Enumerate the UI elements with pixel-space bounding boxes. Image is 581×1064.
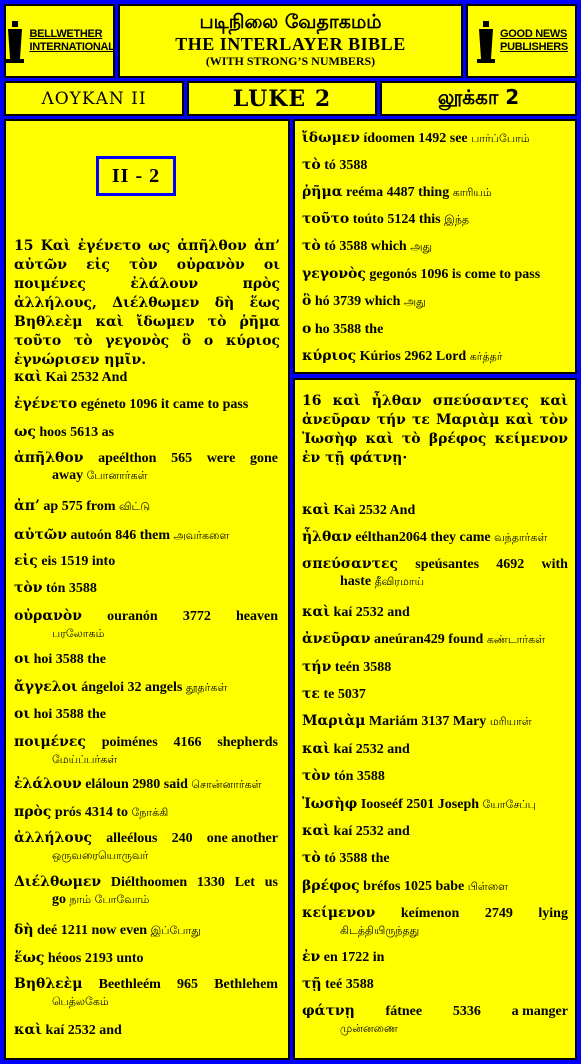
gloss-text: kaí 2532 and [330,605,410,620]
english-gloss: heaven [236,609,278,624]
book-english: LUKE 2 [232,85,332,112]
transliteration: alleélous [106,831,158,846]
gloss-line [302,556,568,573]
strong-number: 2749 [484,906,513,921]
greek-word: Βηθλεὲμ [14,976,83,992]
gloss-entry [14,922,278,939]
gloss-subline [14,467,278,484]
gloss-line [14,830,278,847]
greek-word: τὸν [14,580,43,596]
greek-word: ἄγγελοι [14,679,78,695]
gloss-subline [14,847,278,864]
gloss-text: tón 3588 [42,581,97,596]
tamil-gloss: அது [403,295,426,308]
gloss-entry [14,706,278,723]
gloss-line [14,450,278,467]
strong-number: 1330 [196,875,225,890]
tamil-gloss: தீவிரமாய் [374,575,425,588]
gloss-text: en 1722 in [320,950,385,965]
gloss-line [14,608,278,625]
book-tamil-cell [380,81,577,116]
gloss-text: hoos 5613 as [35,425,115,440]
gloss-line [14,734,278,751]
gloss-entry [302,238,568,255]
strong-number: 3772 [182,609,211,624]
greek-word: ἐλάλουν [14,776,82,792]
gloss-entry [302,713,568,730]
gloss-subline [302,1020,568,1037]
gloss-text: aneúran429 found [370,632,487,647]
transliteration: ouranón [107,609,158,624]
gloss-entry [14,976,278,1010]
english-gloss: one another [206,831,278,846]
tamil-gloss: பெத்லகேம் [52,995,109,1008]
greek-word: ως [14,424,36,440]
gloss-entry [302,796,568,813]
transliteration: speúsantes [415,557,480,572]
transliteration: fátnee [385,1004,423,1019]
greek-word: καὶ [302,604,331,620]
english-gloss: shepherds [217,735,278,750]
gloss-entry [302,976,568,993]
tower-figure-icon [4,19,26,63]
gloss-text: ap 575 from [39,499,119,514]
gloss-line [14,874,278,891]
gloss-text: tó 3588 [320,158,368,173]
gloss-text: reéma 4487 thing [342,185,453,200]
gloss-entry [302,659,568,676]
greek-word: καὶ [302,823,331,839]
greek-word: καὶ [14,1022,43,1038]
english-gloss: Bethlehem [214,977,278,992]
greek-word: οι [14,651,31,667]
gloss-entry [302,130,568,147]
greek-word: τοῦτο [302,211,350,227]
gloss-entry [14,804,278,821]
greek-word: ἐν [302,949,321,965]
book-english-cell [187,81,377,116]
book-greek: ΛΟΥΚΑΝ ΙΙ [41,88,147,109]
gloss-entry [14,580,278,597]
gloss-entry [14,498,278,515]
gloss-text: hoi 3588 the [30,652,106,667]
gloss-entry [14,424,278,441]
strong-number: 565 [171,451,193,466]
greek-word: τὸ [302,238,321,254]
gloss-entry [14,1022,278,1039]
gloss-entry [302,293,568,310]
greek-word: τε [302,686,320,702]
tamil-gloss: தூதர்கள் [185,681,228,694]
bellwether-logo [4,4,115,78]
transliteration: keímenon [400,906,460,921]
greek-word: καὶ [14,369,43,385]
gloss-text: autoón 846 them [66,528,174,543]
book-tamil: லூக்கா 2 [437,85,520,109]
gloss-text: tó 3588 which [320,239,411,254]
gloss-text: kaí 2532 and [42,1023,122,1038]
tamil-gloss: வந்தார்கள் [494,531,548,544]
greek-word: κείμενον [302,905,376,921]
verse-15-text: 15 Καὶ ἐγένετο ως ἀπῆλθον ἀπ’ αὐτῶν εἰς τὸν οὐρανὸν οι ποιμένες ἐλάλουν πρὸς ἀλλήλους, Διέλθωμεν δὴ ἕως Βηθλεὲμ καὶ ἴδωμεν τὸ ῥῆμα τοῦτο τὸ γεγονὸς ὃ ο κύριος ἐγνώρισεν ημῖν. [14,238,280,368]
gloss-entry [14,734,278,768]
greek-word: ἦλθαν [302,529,352,545]
gloss-text: tón 3588 [330,769,385,784]
gloss-entry [302,768,568,785]
gloss-entry [302,348,568,365]
tamil-gloss: இந்த [444,213,470,226]
gloss-text: ídoomen 1492 see [359,131,472,146]
gloss-text: eis 1519 into [37,554,116,569]
gloss-text: Kaì 2532 And [42,370,128,385]
gloss-entry [14,396,278,413]
transliteration: poiménes [101,735,158,750]
gloss-entry [14,450,278,484]
gloss-entry [302,850,568,867]
gloss-text: teén 3588 [331,660,392,675]
gloss-entry [302,741,568,758]
tamil-gloss: ஒருவரையொருவர் [52,849,149,862]
gloss-entry [302,556,568,590]
title-english: THE INTERLAYER BIBLE [175,34,406,54]
tamil-gloss: கிடத்தியிருந்தது [340,924,420,937]
chapter-label: II - 2 [96,156,176,196]
tamil-gloss: யோசேப்பு [482,798,536,811]
tamil-gloss: சொன்னார்கள் [191,778,262,791]
gloss-text: bréfos 1025 babe [359,879,468,894]
gloss-entry [14,527,278,544]
greek-word: τῇ [302,976,322,992]
tamil-gloss: நாம் போவோம் [69,893,150,906]
gloss-entry [302,502,568,519]
good-news-logo [466,4,577,78]
book-greek-cell [4,81,184,116]
gloss-text: kaí 2532 and [330,824,410,839]
greek-word: ὃ [302,293,312,309]
gloss-text: ho 3588 the [311,322,384,337]
greek-word: ἀπῆλθον [14,450,84,466]
gloss-line [302,1003,568,1020]
gloss-entry [302,686,568,703]
greek-word: δὴ [14,922,34,938]
gloss-subline [302,922,568,939]
gloss-line [302,905,568,922]
tamil-gloss: இப்போது [150,924,201,937]
greek-word: τὸ [302,850,321,866]
tower-figure-icon [475,19,497,63]
tamil-gloss: விட்டு [118,500,151,513]
gloss-entry [14,950,278,967]
tamil-gloss: மரியாள் [489,715,532,728]
tamil-gloss: அவர்களை [173,529,230,542]
gloss-subline [14,751,278,768]
english-gloss: away [52,468,87,483]
tamil-gloss: கர்த்தர் [469,350,503,363]
gloss-entry [14,369,278,386]
transliteration: apeélthon [98,451,157,466]
gloss-entry [14,651,278,668]
greek-word: καὶ [302,502,331,518]
tamil-gloss: காரியம் [452,186,492,199]
tamil-gloss: நோக்கி [131,806,169,819]
greek-word: ἀπ’ [14,498,40,514]
strong-number: 5336 [452,1004,481,1019]
gloss-text: egéneto 1096 it came to pass [77,397,249,412]
logo-line: PUBLISHERS [500,41,568,53]
tamil-gloss: கண்டார்கள் [486,633,546,646]
gloss-text: toúto 5124 this [349,212,445,227]
gloss-entry [302,878,568,895]
greek-word: Μαριὰμ [302,713,366,729]
english-gloss: a manger [511,1004,568,1019]
gloss-entry [14,679,278,696]
greek-word: καὶ [302,741,331,757]
tamil-gloss: பார்ப்போம் [471,132,530,145]
greek-word: τήν [302,659,332,675]
subtitle: (WITH STRONG’S NUMBERS) [205,54,376,68]
english-gloss: Let [234,875,255,890]
gloss-entry [302,604,568,621]
gloss-entry [302,631,568,648]
logo-line: BELLWETHER [29,28,103,40]
greek-word: φάτνῃ [302,1003,355,1019]
strong-number: 240 [171,831,193,846]
greek-word: αὐτῶν [14,527,67,543]
greek-word: ποιμένες [14,734,86,750]
gloss-text: hó 3739 which [311,294,404,309]
english-gloss: lying [538,906,568,921]
greek-word: ἴδωμεν [302,130,360,146]
tamil-gloss: பரலோகம் [52,627,105,640]
logo-line: INTERNATIONAL [29,41,115,53]
greek-word: ἀλλήλους [14,830,92,846]
gloss-text: deé 1211 now even [33,923,151,938]
english-gloss: haste [340,574,375,589]
greek-word: πρὸς [14,804,52,820]
strong-number: 4692 [496,557,525,572]
gloss-text: te 5037 [319,687,366,702]
logo-line: GOOD NEWS [500,28,568,40]
gloss-text: Kaì 2532 And [330,503,416,518]
english-gloss: us [264,875,278,890]
greek-word: Ἰωσὴφ [302,796,358,812]
gloss-text: eélthan2064 they came [351,530,495,545]
greek-word: ῥῆμα [302,184,343,200]
gloss-entry [302,321,568,338]
greek-word: ο [302,321,312,337]
gloss-text: gegonós 1096 is come to pass [365,267,541,282]
english-gloss: go [52,892,70,907]
greek-word: κύριος [302,348,357,364]
gloss-text: Kúrios 2962 Lord [356,349,470,364]
greek-word: τὸ [302,157,321,173]
title-tamil: படிநிலை வேதாகமம் [199,11,382,33]
gloss-text: Iooseéf 2501 Joseph [357,797,483,812]
tamil-gloss: அது [410,240,432,253]
gloss-text: kaí 2532 and [330,742,410,757]
english-gloss: gone [250,451,278,466]
gloss-text: ángeloi 32 angels [77,680,186,695]
gloss-entry [302,157,568,174]
gloss-entry [302,823,568,840]
gloss-entry [302,949,568,966]
transliteration: Beethleém [98,977,161,992]
gloss-entry [302,1003,568,1037]
gloss-entry [14,776,278,793]
tamil-gloss: பிள்ளை [467,880,509,893]
greek-word: ἀνεῦραν [302,631,371,647]
tamil-gloss: போனார்கள் [86,469,148,482]
gloss-entry [302,184,568,201]
gloss-text: tó 3588 the [320,851,390,866]
gloss-text: teé 3588 [321,977,374,992]
greek-word: τὸν [302,768,331,784]
english-gloss: were [206,451,236,466]
verse-16-text: 16 καὶ ἦλθαν σπεύσαντες καὶ ἀνεῦραν τήν τε Μαριὰμ καὶ τὸν Ἰωσὴφ καὶ τὸ βρέφος κείμενον ἐν τῇ φάτνῃ· [302,393,568,466]
greek-word: οι [14,706,31,722]
gloss-text: héoos 2193 unto [44,951,144,966]
gloss-entry [14,608,278,642]
gloss-text: hoi 3588 the [30,707,106,722]
strong-number: 4166 [173,735,202,750]
gloss-text: prós 4314 to [51,805,132,820]
greek-word: Διέλθωμεν [14,874,102,890]
gloss-entry [302,529,568,546]
gloss-entry [302,905,568,939]
gloss-entry [14,830,278,864]
strong-number: 965 [177,977,199,992]
tamil-gloss: முன்னணை [340,1022,398,1035]
greek-word: βρέφος [302,878,360,894]
gloss-subline [14,891,278,908]
tamil-gloss: மேய்ப்பர்கள் [52,753,118,766]
transliteration: Diélthoomen [110,875,188,890]
gloss-subline [302,573,568,590]
gloss-entry [302,266,568,283]
gloss-text: eláloun 2980 said [81,777,192,792]
greek-word: γεγονὸς [302,266,366,282]
greek-word: ἕως [14,950,45,966]
greek-word: οὐρανὸν [14,608,82,624]
greek-word: σπεύσαντες [302,556,399,572]
greek-word: ἐγένετο [14,396,78,412]
gloss-line [14,976,278,993]
title-block [118,4,463,78]
gloss-entry [14,874,278,908]
gloss-entry [14,553,278,570]
english-gloss: with [541,557,568,572]
gloss-subline [14,993,278,1010]
gloss-entry [302,211,568,228]
gloss-text: Mariám 3137 Mary [365,714,490,729]
greek-word: εἰς [14,553,38,569]
gloss-subline [14,625,278,642]
